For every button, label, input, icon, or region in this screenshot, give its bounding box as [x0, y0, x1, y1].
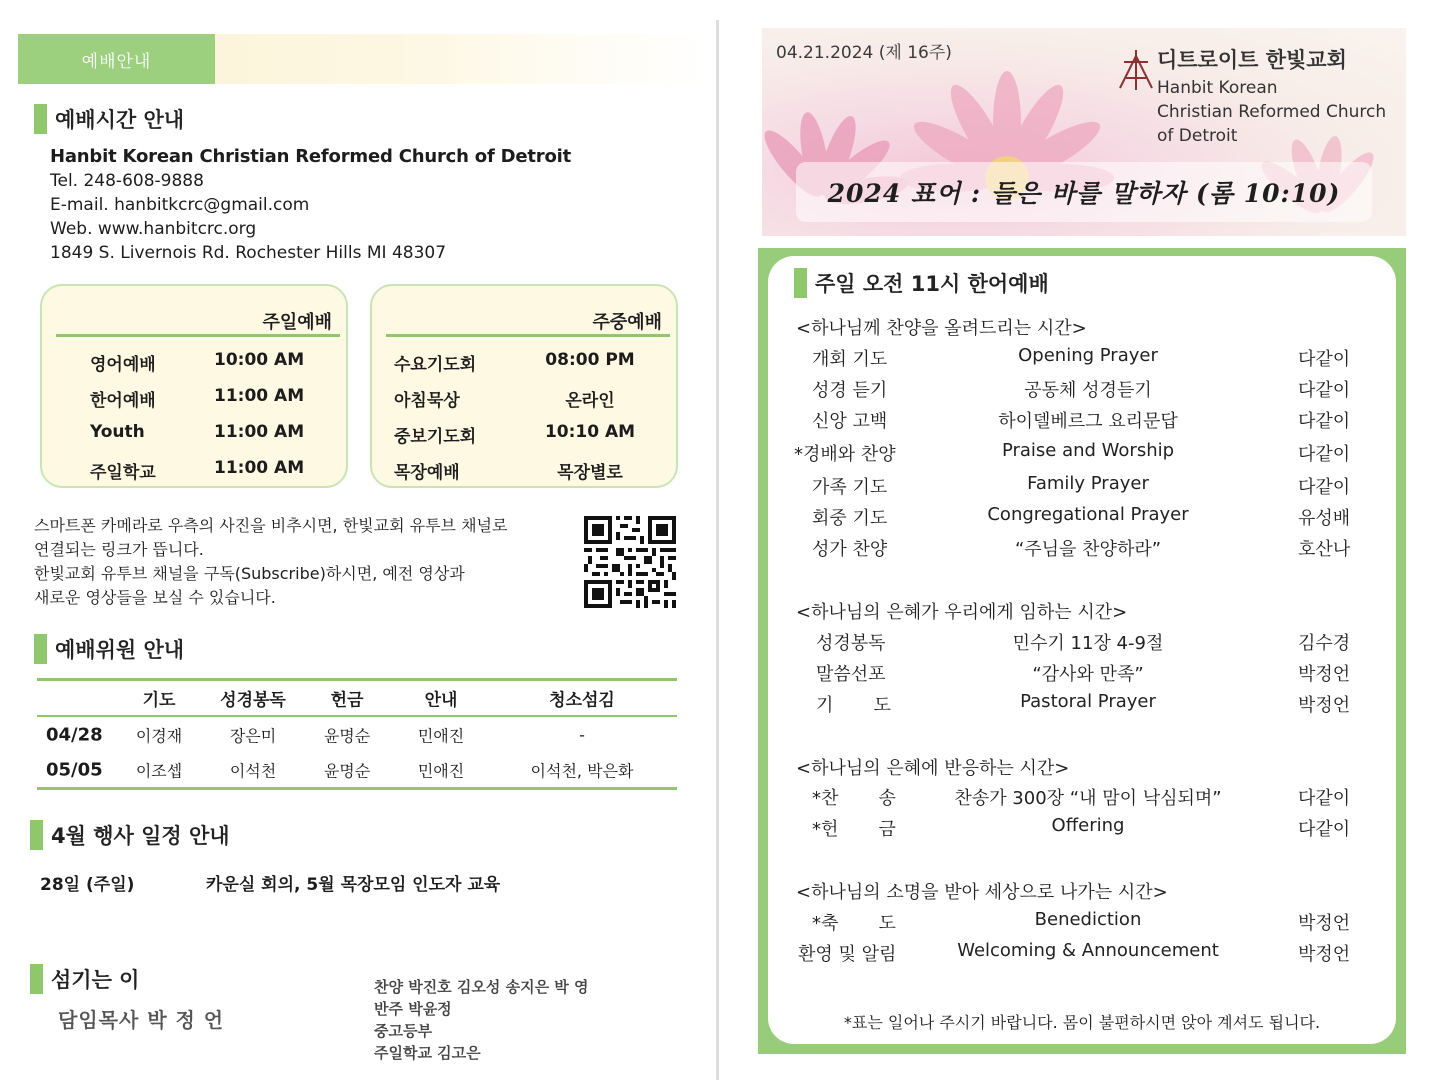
order-item — [768, 535, 1396, 563]
servant-line: 반주 박윤정 — [374, 1000, 452, 1018]
order-panel — [768, 256, 1396, 1044]
worship-time-heading — [34, 104, 184, 134]
qr-text-line: 연결되는 링크가 뜹니다. — [34, 540, 204, 559]
year-motto: 2024 표어 : 들은 바를 말하자 (롬 10:10) — [796, 162, 1372, 222]
page-divider — [716, 20, 719, 1080]
service-name: 아침묵상 — [394, 391, 460, 411]
item-leader: 다같이 — [1298, 477, 1351, 498]
qr-text-line: 한빛교회 유투브 채널을 구독(Subscribe)하시면, 예전 영상과 — [34, 564, 465, 583]
table-cell: 이경재 — [135, 726, 183, 745]
item-name: 환영 및 알림 — [798, 944, 897, 965]
servers-heading — [30, 964, 139, 994]
sunday-service-title: 주일예배 — [262, 312, 332, 333]
order-item — [768, 660, 1396, 688]
table-row — [37, 752, 677, 787]
item-leader: 다같이 — [1298, 380, 1351, 401]
event-desc: 카운실 회의, 5월 목장모임 인도자 교육 — [206, 875, 501, 895]
service-time: 10:10 AM — [544, 422, 636, 442]
item-leader: 다같이 — [1298, 788, 1351, 809]
heading-bar — [34, 634, 47, 664]
order-item — [768, 691, 1396, 719]
row-date: 05/05 — [46, 759, 103, 780]
service-time: 목장별로 — [557, 463, 623, 483]
item-detail: “주님을 찬양하라” — [1014, 539, 1162, 560]
table-row — [37, 717, 677, 752]
col-header: 안내 — [424, 690, 458, 711]
item-name: 가족 기도 — [812, 477, 888, 498]
church-name-kr: 디트로이트 한빛교회 — [1157, 48, 1347, 72]
item-leader: 박정언 — [1298, 695, 1351, 716]
header-ribbon — [18, 34, 708, 84]
table-cell: 윤명순 — [323, 726, 371, 745]
item-detail: Congregational Prayer — [987, 504, 1189, 525]
events-title: 4월 행사 일정 안내 — [51, 824, 230, 848]
service-name: 수요기도회 — [394, 355, 477, 375]
header-banner — [762, 28, 1406, 236]
service-name: 주일학교 — [90, 463, 156, 483]
service-name: 중보기도회 — [394, 427, 477, 447]
church-name — [1157, 44, 1386, 148]
item-name: *경배와 찬양 — [794, 444, 896, 465]
pastor-name: 담임목사 박 정 언 — [58, 1008, 225, 1032]
item-detail: Pastoral Prayer — [1020, 691, 1156, 712]
table-cell: 장은미 — [229, 726, 277, 745]
item-name: 성경봉독 — [816, 633, 886, 654]
service-time: 11:00 AM — [214, 458, 305, 478]
order-item — [768, 815, 1396, 843]
item-name: 성가 찬양 — [812, 539, 888, 560]
table-cell: 이석천 — [229, 761, 277, 780]
item-name: 개회 기도 — [812, 349, 888, 370]
order-item — [768, 504, 1396, 532]
order-item — [768, 629, 1396, 657]
item-leader: 김수경 — [1298, 633, 1351, 654]
table-cell: - — [579, 725, 585, 744]
item-detail: Benediction — [1034, 909, 1142, 930]
email: E-mail. hanbitkcrc@gmail.com — [50, 195, 310, 215]
item-leader: 다같이 — [1298, 349, 1351, 370]
item-detail: 민수기 11장 4-9절 — [1012, 633, 1164, 654]
service-name: 영어예배 — [90, 355, 156, 375]
service-title: 주일 오전 11시 한어예배 — [815, 272, 1049, 296]
ribbon-tab: 예배안내 — [18, 34, 215, 84]
item-detail: Welcoming & Announcement — [957, 940, 1219, 961]
section-heading: <하나님의 은혜에 반응하는 시간> — [796, 758, 1070, 779]
service-heading — [794, 268, 1049, 298]
staff-title: 예배위원 안내 — [55, 638, 185, 662]
qr-instructions — [34, 514, 574, 610]
item-detail: 하이델베르그 요리문답 — [998, 411, 1178, 432]
item-name: *헌 금 — [812, 819, 896, 840]
service-name: 목장예배 — [394, 463, 460, 483]
order-of-worship — [758, 248, 1406, 1054]
servant-line: 중고등부 — [374, 1022, 432, 1040]
item-leader: 다같이 — [1298, 444, 1351, 465]
staff-table — [37, 678, 677, 790]
item-name: 성경 듣기 — [812, 380, 888, 401]
heading-bar — [30, 964, 43, 994]
heading-bar — [34, 104, 47, 134]
service-row — [42, 350, 346, 374]
item-name: *축 도 — [812, 913, 896, 934]
service-row — [372, 386, 676, 410]
weekday-service-title: 주중예배 — [592, 312, 662, 333]
section-heading: <하나님께 찬양을 올려드리는 시간> — [796, 318, 1087, 339]
table-cell: 민애진 — [417, 761, 465, 780]
item-name: *찬 송 — [812, 788, 896, 809]
item-name: 신앙 고백 — [812, 411, 888, 432]
weekday-service-box — [370, 284, 678, 488]
item-detail: 공동체 성경듣기 — [1024, 380, 1152, 401]
org-name: Hanbit Korean Christian Reformed Church of Detroit — [50, 146, 572, 167]
order-item — [768, 940, 1396, 968]
item-name: 회중 기도 — [812, 508, 888, 529]
table-cell: 이조셉 — [135, 761, 183, 780]
servants-list — [374, 976, 588, 1064]
standing-note: *표는 일어나 주시기 바랍니다. 몸이 불편하시면 앉아 계셔도 됩니다. — [843, 1013, 1321, 1032]
order-item — [768, 784, 1396, 812]
section-heading: <하나님의 소명을 받아 세상으로 나가는 시간> — [796, 882, 1168, 903]
item-detail: “감사와 만족” — [1032, 664, 1144, 685]
website: Web. www.hanbitcrc.org — [50, 219, 257, 239]
service-row — [372, 350, 676, 374]
servant-line: 주일학교 김고은 — [374, 1044, 481, 1062]
service-name: Youth — [90, 422, 145, 442]
col-header: 헌금 — [330, 690, 364, 711]
item-leader: 호산나 — [1298, 539, 1351, 560]
box-divider — [56, 334, 340, 337]
events-heading — [30, 820, 230, 850]
table-cell: 이석천, 박은화 — [530, 761, 634, 780]
heading-bar — [794, 268, 807, 298]
order-item — [768, 473, 1396, 501]
service-time: 온라인 — [565, 391, 615, 411]
order-item — [768, 407, 1396, 435]
item-detail: Praise and Worship — [1001, 440, 1175, 461]
church-name-en: Hanbit Korean — [1157, 78, 1278, 98]
item-detail: Offering — [1051, 815, 1125, 836]
service-row — [42, 422, 346, 446]
order-item — [768, 440, 1396, 468]
order-item — [768, 345, 1396, 373]
col-header: 청소섬김 — [549, 690, 615, 711]
sunday-service-box — [40, 284, 348, 488]
youtube-qr-code-icon[interactable] — [584, 516, 676, 608]
service-row — [372, 458, 676, 482]
item-detail: Family Prayer — [1027, 473, 1149, 494]
order-item — [768, 376, 1396, 404]
table-cell: 민애진 — [417, 726, 465, 745]
servers-title: 섬기는 이 — [51, 968, 140, 992]
item-name: 말씀선포 — [816, 664, 886, 685]
servant-line: 찬양 박진호 김오성 송지은 박 영 — [374, 978, 589, 996]
address: 1849 S. Livernois Rd. Rochester Hills MI 48307 — [50, 243, 447, 263]
staff-heading — [34, 634, 184, 664]
heading-bar — [30, 820, 43, 850]
service-row — [42, 386, 346, 410]
service-time: 08:00 PM — [545, 350, 635, 370]
service-row — [42, 458, 346, 482]
col-header: 성경봉독 — [220, 690, 286, 711]
item-name: 기 도 — [816, 695, 891, 716]
item-detail: Opening Prayer — [1018, 345, 1158, 366]
church-name-en: of Detroit — [1157, 126, 1238, 146]
item-detail: 찬송가 300장 “내 맘이 낙심되며” — [954, 788, 1222, 809]
item-leader: 다같이 — [1298, 411, 1351, 432]
service-time: 10:00 AM — [214, 350, 305, 370]
worship-time-title: 예배시간 안내 — [55, 108, 185, 132]
service-time: 11:00 AM — [214, 386, 305, 406]
qr-text-line: 스마트폰 카메라로 우측의 사진을 비추시면, 한빛교회 유투브 채널로 — [34, 516, 508, 535]
contact-info — [50, 145, 571, 265]
tel: Tel. 248-608-9888 — [50, 171, 204, 191]
service-row — [372, 422, 676, 446]
church-name-en: Christian Reformed Church — [1157, 102, 1387, 122]
left-page — [0, 0, 718, 1080]
order-item — [768, 909, 1396, 937]
row-date: 04/28 — [46, 724, 103, 745]
church-logo-icon — [1118, 48, 1154, 92]
item-leader: 다같이 — [1298, 819, 1351, 840]
service-time: 11:00 AM — [214, 422, 305, 442]
item-leader: 박정언 — [1298, 913, 1351, 934]
event-date: 28일 (주일) — [40, 875, 135, 895]
qr-text-line: 새로운 영상들을 보실 수 있습니다. — [34, 588, 276, 607]
section-heading: <하나님의 은혜가 우리에게 임하는 시간> — [796, 602, 1128, 623]
service-name: 한어예배 — [90, 391, 156, 411]
table-header-row — [37, 681, 677, 715]
item-leader: 박정언 — [1298, 664, 1351, 685]
item-leader: 유성배 — [1298, 508, 1351, 529]
col-header: 기도 — [142, 690, 176, 711]
item-leader: 박정언 — [1298, 944, 1351, 965]
table-cell: 윤명순 — [323, 761, 371, 780]
box-divider — [386, 334, 670, 337]
table-rule — [37, 787, 677, 790]
bulletin-date: 04.21.2024 (제 16주) — [776, 43, 952, 63]
